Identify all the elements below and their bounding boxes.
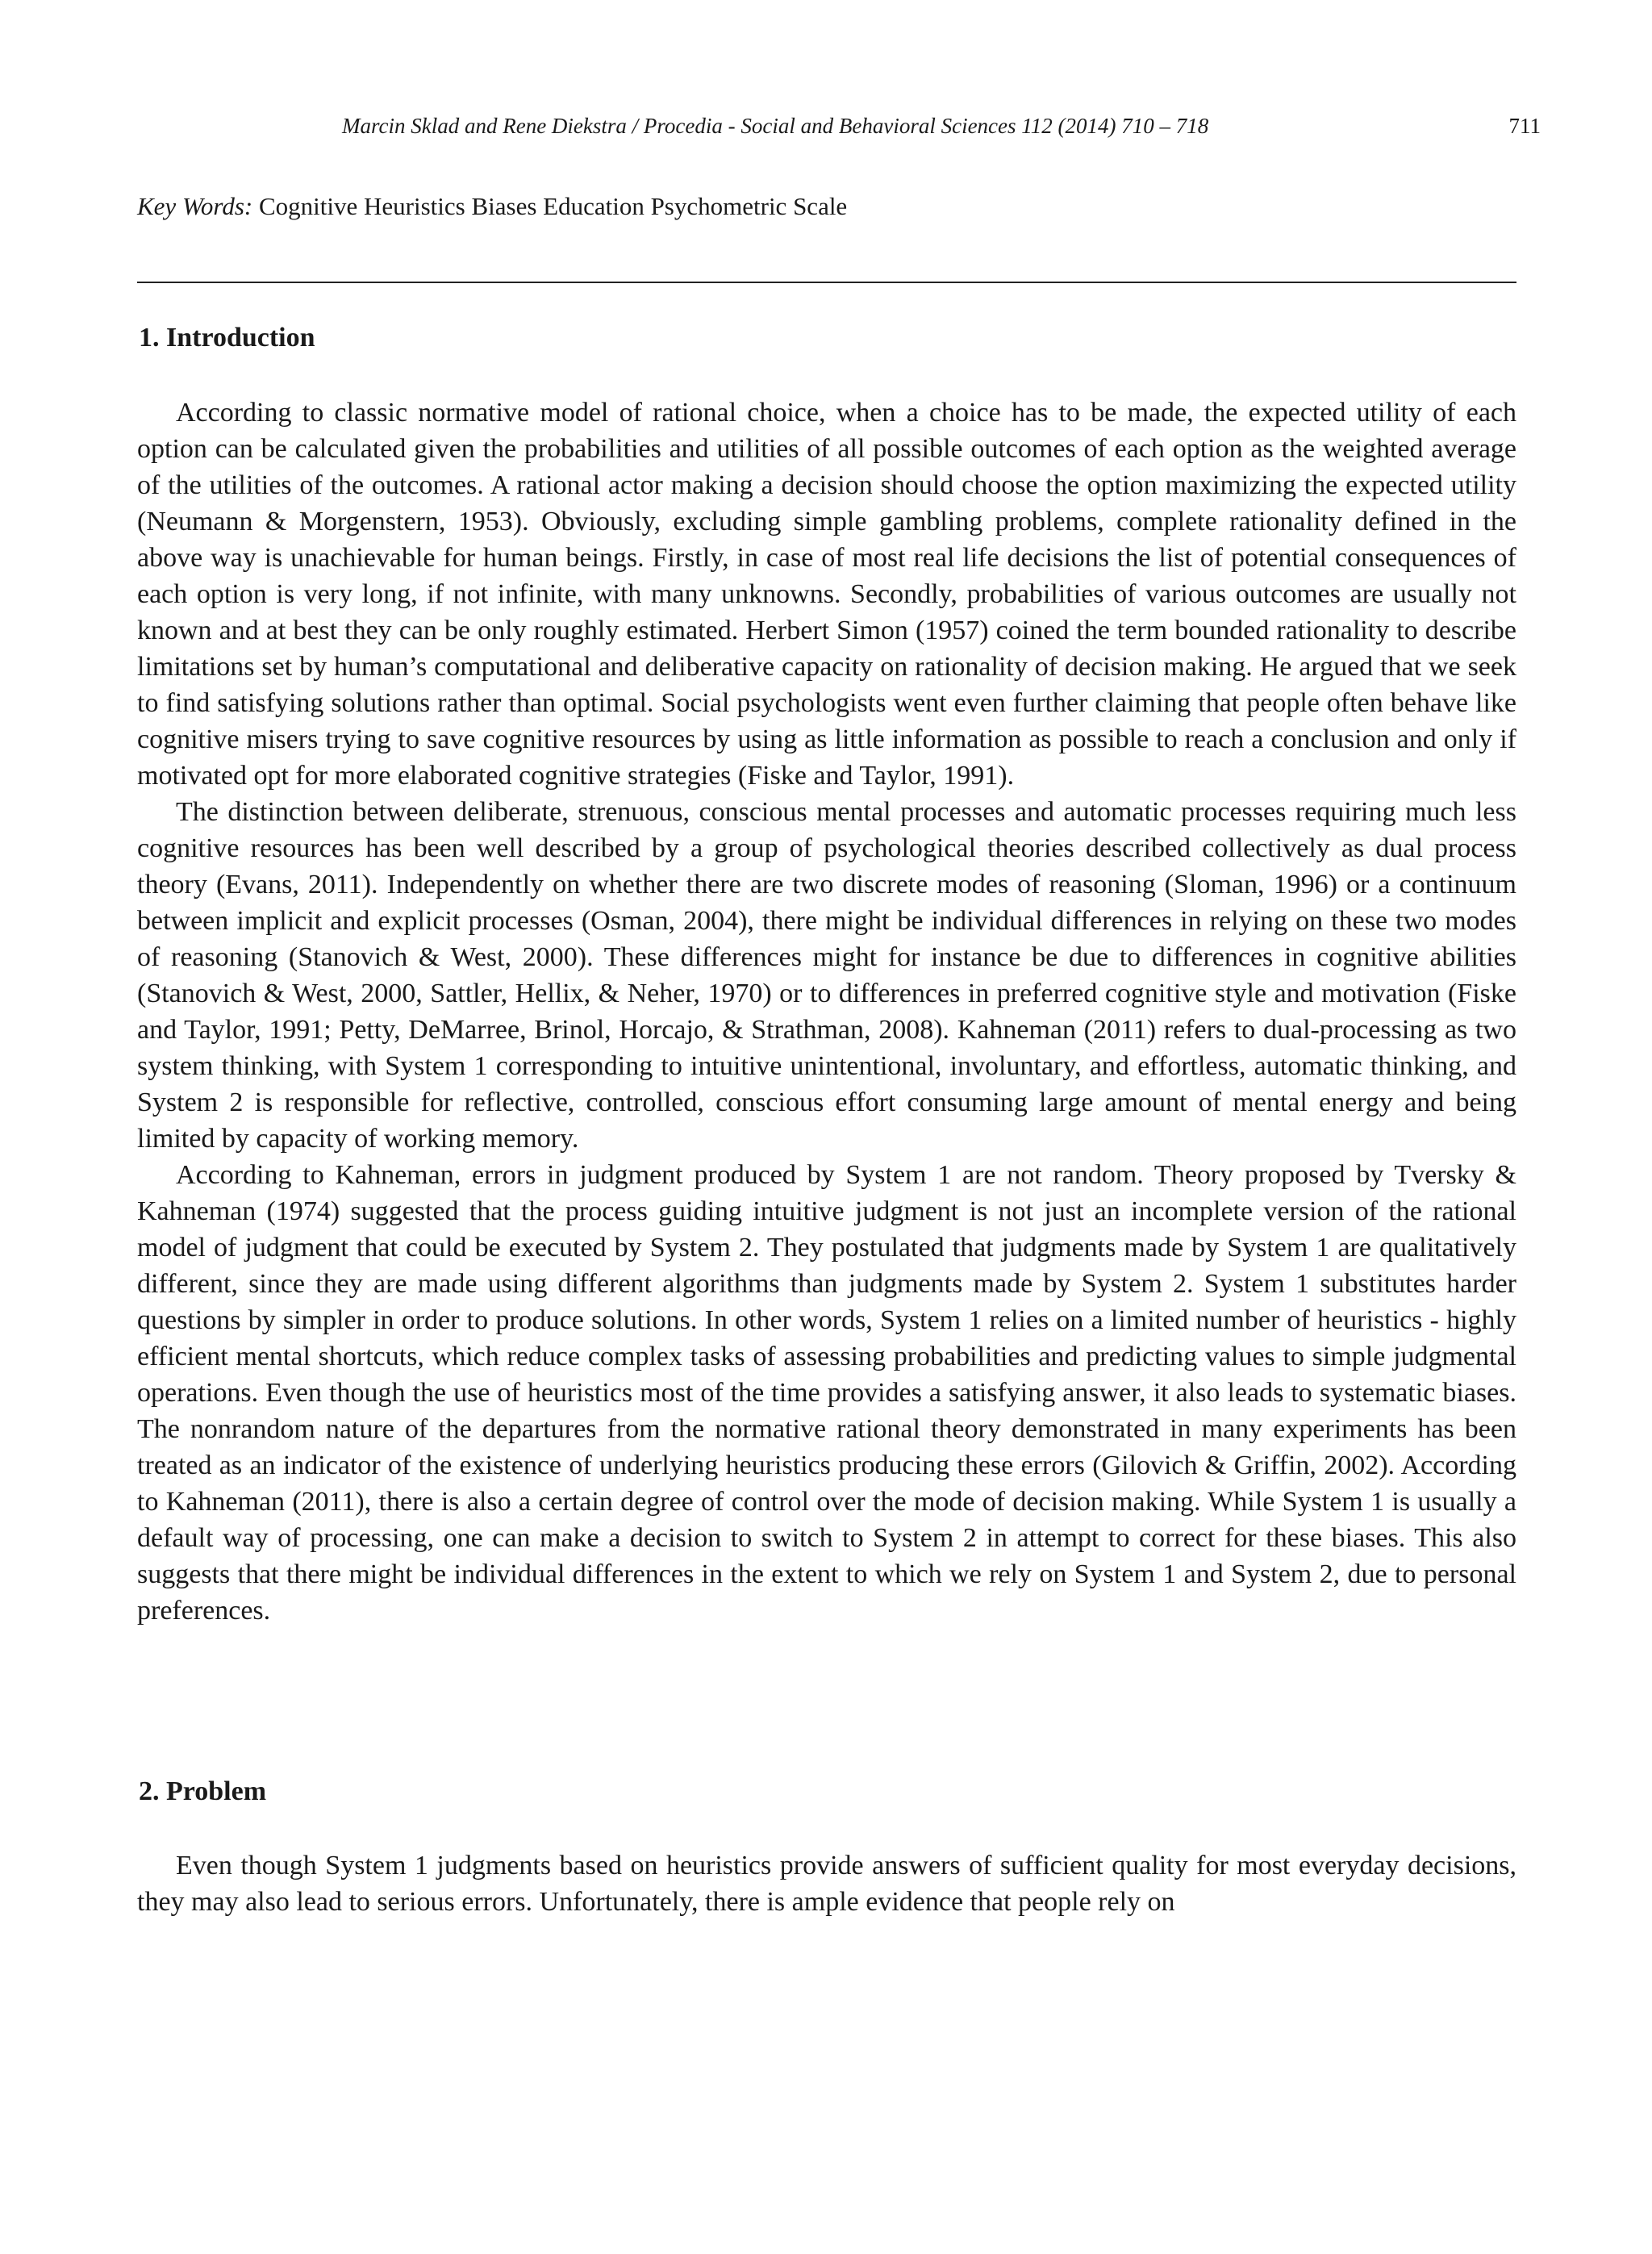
page-number: 711	[1508, 114, 1541, 138]
paragraph: The distinction between deliberate, strenuous, conscious mental processes and automatic processes requiring much less cognitive resources has been well described by a group of psychological theories described collectively as dual process theory (Evans, 2011). Independently on whether there are two discrete modes of reasoning (Sloman, 1996) or a continuum between implicit and explicit processes (Osman, 2004), there might be individual differences in relying on these two modes of reasoning (Stanovich & West, 2000). These differences might for instance be due to differences in cognitive abilities (Stanovich & West, 2000, Sattler, Hellix, & Neher, 1970) or to differences in preferred cognitive style and motivation (Fiske and Taylor, 1991; Petty, DeMarree, Brinol, Horcajo, & Strathman, 2008). Kahneman (2011) refers to dual-processing as two system thinking, with System 1 corresponding to intuitive unintentional, involuntary, and effortless, automatic thinking, and System 2 is responsible for reflective, controlled, conscious effort consuming large amount of mental energy and being limited by capacity of working memory.	[137, 797, 1516, 1154]
running-title: Marcin Sklad and Rene Diekstra / Procedia - Social and Behavioral Sciences 112 (2014) 710 – 718	[342, 114, 1209, 138]
keywords-text: Cognitive Heuristics Biases Education Psychometric Scale	[258, 192, 848, 220]
keywords-line	[137, 190, 1549, 223]
introduction-body	[137, 394, 1516, 1629]
paragraph: According to classic normative model of rational choice, when a choice has to be made, the expected utility of each option can be calculated given the probabilities and utilities of all possible outcomes of each option as the weighted average of the utilities of the outcomes. A rational actor making a decision should choose the option maximizing the expected utility (Neumann & Morgenstern, 1953). Obviously, excluding simple gambling problems, complete rationality defined in the above way is unachievable for human beings. Firstly, in case of most real life decisions the list of potential consequences of each option is very long, if not infinite, with many unknowns. Secondly, probabilities of various outcomes are usually not known and at best they can be only roughly estimated. Herbert Simon (1957) coined the term bounded rationality to describe limitations set by human’s computational and deliberative capacity on rationality of decision making. He argued that we seek to find satisfying solutions rather than optimal. Social psychologists went even further claiming that people often behave like cognitive misers trying to save cognitive resources by using as little information as possible to reach a conclusion and only if motivated opt for more elaborated cognitive strategies (Fiske and Taylor, 1991).	[137, 398, 1516, 791]
section-heading-problem: 2. Problem	[139, 1776, 267, 1806]
section-heading-introduction: 1. Introduction	[139, 323, 315, 353]
problem-body	[137, 1847, 1516, 1920]
paragraph: According to Kahneman, errors in judgment produced by System 1 are not random. Theory proposed by Tversky & Kahneman (1974) suggested that the process guiding intuitive judgment is not just an incomplete version of the rational model of judgment that could be executed by System 2. They postulated that judgments made by System 1 are qualitatively different, since they are made using different algorithms than judgments made by System 2. System 1 substitutes harder questions by simpler in order to produce solutions. In other words, System 1 relies on a limited number of heuristics - highly efficient mental shortcuts, which reduce complex tasks of assessing probabilities and predicting values to simple judgmental operations. Even though the use of heuristics most of the time provides a satisfying answer, it also leads to systematic biases. The nonrandom nature of the departures from the normative rational theory demonstrated in many experiments has been treated as an indicator of the existence of underlying heuristics producing these errors (Gilovich & Griffin, 2002). According to Kahneman (2011), there is also a certain degree of control over the mode of decision making. While System 1 is usually a default way of processing, one can make a decision to switch to System 2 in attempt to correct for these biases. This also suggests that there might be individual differences in the extent to which we rely on System 1 and System 2, due to personal preferences.	[137, 1160, 1516, 1626]
paragraph: Even though System 1 judgments based on heuristics provide answers of sufficient quality for most everyday decisions, they may also lead to serious errors. Unfortunately, there is ample evidence that people rely on	[137, 1851, 1516, 1917]
keywords-label: Key Words:	[137, 192, 253, 220]
header-divider	[137, 282, 1516, 283]
